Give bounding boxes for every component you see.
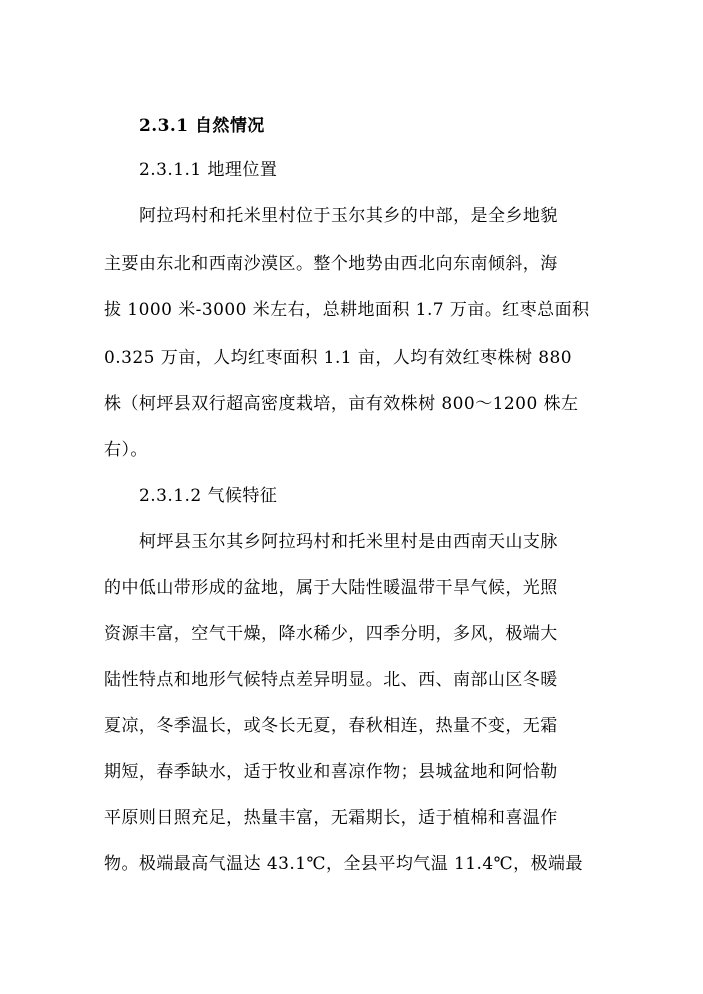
paragraph-line: 主要由东北和西南沙漠区。整个地势由西北向东南倾斜，海 bbox=[104, 254, 558, 274]
paragraph-line: 物。极端最高气温达 43.1℃，全县平均气温 11.4℃，极端最 bbox=[104, 854, 583, 874]
paragraph-line: 平原则日照充足，热量丰富，无霜期长，适于植棉和喜温作 bbox=[104, 808, 558, 828]
paragraph-line: 阿拉玛村和托米里村位于玉尔其乡的中部，是全乡地貌 bbox=[139, 206, 558, 226]
paragraph-line: 夏凉，冬季温长，或冬长无夏，春秋相连，热量不变，无霜 bbox=[104, 716, 558, 736]
paragraph-line: 0.325 万亩，人均红枣面积 1.1 亩，人均有效红枣株树 880 bbox=[104, 348, 573, 368]
paragraph-line: 资源丰富，空气干燥，降水稀少，四季分明，多风，极端大 bbox=[104, 624, 558, 644]
paragraph-line: 的中低山带形成的盆地，属于大陆性暖温带干旱气候，光照 bbox=[104, 578, 558, 598]
subsection-heading-climate: 2.3.1.2 气候特征 bbox=[139, 486, 278, 506]
paragraph-line: 右）。 bbox=[104, 440, 148, 460]
paragraph-line: 柯坪县玉尔其乡阿拉玛村和托米里村是由西南天山支脉 bbox=[139, 532, 558, 552]
paragraph-line: 拔 1000 米-3000 米左右，总耕地面积 1.7 万亩。红枣总面积 bbox=[104, 300, 590, 320]
paragraph-line: 期短，春季缺水，适于牧业和喜凉作物；县城盆地和阿恰勒 bbox=[104, 762, 558, 782]
section-heading-2-3-1: 2.3.1 自然情况 bbox=[139, 116, 265, 136]
paragraph-line: 株（柯坪县双行超高密度栽培，亩有效株树 800～1200 株左 bbox=[104, 394, 579, 414]
subsection-heading-geography: 2.3.1.1 地理位置 bbox=[139, 160, 278, 180]
paragraph-line: 陆性特点和地形气候特点差异明显。北、西、南部山区冬暖 bbox=[104, 670, 558, 690]
